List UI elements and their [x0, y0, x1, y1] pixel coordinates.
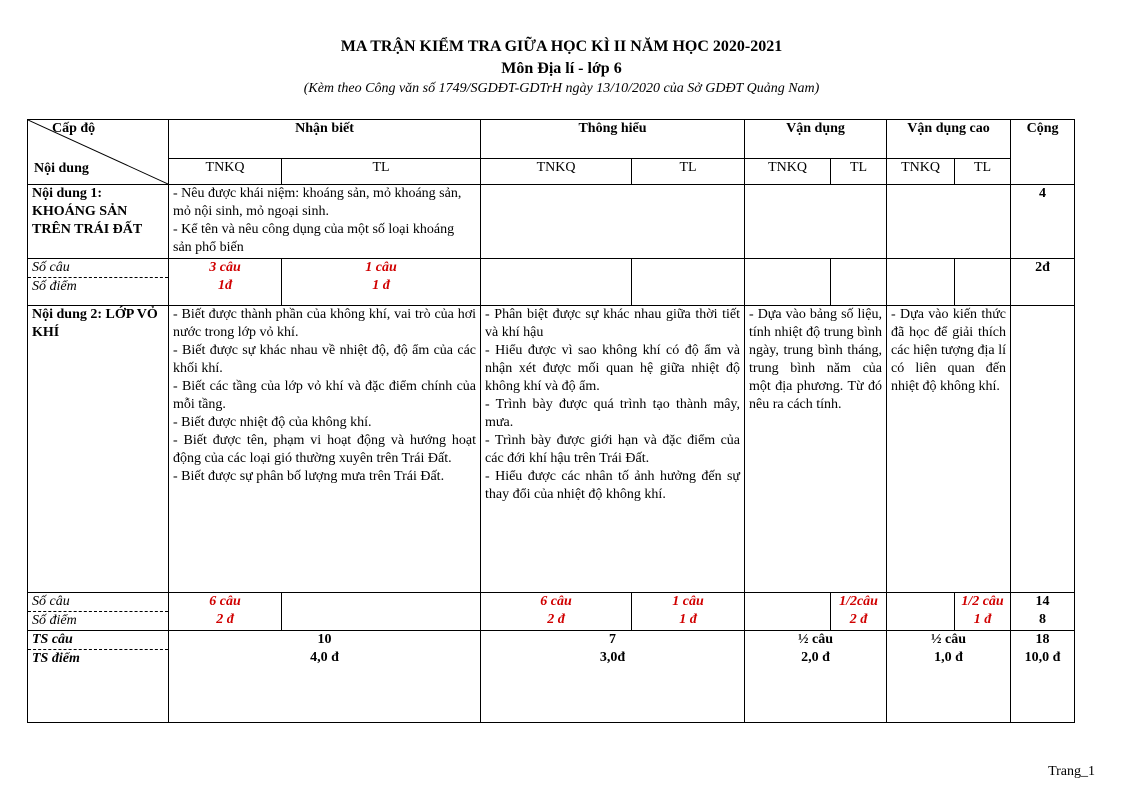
th-tnkq-cau: 6 câu [540, 594, 572, 609]
content2-total-diem: 8 [1039, 612, 1047, 627]
nb-tl-diem: 1 đ [372, 278, 390, 293]
total-header: Cộng [1011, 120, 1075, 185]
ts-all-cau: 18 [1035, 632, 1050, 647]
content1-th-tnkq [481, 259, 632, 306]
ts-nb-cau: 10 [317, 632, 332, 647]
sub-tnkq: TNKQ [887, 159, 955, 185]
nb-tnkq-diem: 2 đ [216, 612, 234, 627]
nb-tl-cau: 1 câu [365, 260, 397, 275]
content1-vd-tnkq [745, 259, 831, 306]
vd-tl-cau: 1/2câu [839, 594, 878, 609]
page-number: Trang_1 [1048, 764, 1095, 779]
content2-th-line: - Trình bày được quá trình tạo thành mây, mưa. [485, 397, 741, 430]
label-ts-cau: TS câu [28, 631, 168, 650]
totals-van-dung [745, 631, 887, 723]
content2-name: Nội dung 2: LỚP VỎ KHÍ [28, 306, 169, 593]
content1-nb-tnkq [169, 259, 282, 306]
content1-total-diem: 2đ [1011, 259, 1075, 306]
content2-vd-tnkq [745, 593, 831, 631]
corner-cell [28, 120, 169, 185]
content2-th-line: - Trình bày được giới hạn và đặc điểm của các đới khí hậu trên Trái Đất. [485, 433, 741, 466]
content2-th-line: - Hiểu được các nhân tố ảnh hưởng đến sự thay đổi của nhiệt độ không khí. [485, 469, 741, 502]
content2-total-empty [1011, 306, 1075, 593]
content1-nb-line: - Nêu được khái niệm: khoáng sản, mỏ khoáng sản, mỏ nội sinh, mỏ ngoại sinh. [173, 186, 462, 219]
ts-vdc-diem: 1,0 đ [934, 650, 963, 665]
content1-name: Nội dung 1: KHOÁNG SẢN TRÊN TRÁI ĐẤT [28, 185, 169, 259]
th-tnkq-diem: 2 đ [547, 612, 565, 627]
ts-vdc-cau: ½ câu [931, 632, 967, 647]
document-subtitle: Môn Địa lí - lớp 6 [501, 60, 622, 77]
content1-score-labels [28, 259, 169, 306]
content1-thong-hieu [481, 185, 745, 259]
ts-vd-diem: 2,0 đ [801, 650, 830, 665]
content1-vdc-tnkq [887, 259, 955, 306]
content1-van-dung [745, 185, 887, 259]
content2-vdc-tnkq [887, 593, 955, 631]
matrix-table [27, 119, 1075, 723]
label-ts-diem: TS điểm [32, 651, 80, 666]
content2-th-line: - Hiểu được vì sao không khí có độ ẩm và nhận xét được mối quan hệ giữa nhiệt độ không khí và độ ẩm. [485, 343, 741, 394]
nb-tnkq-diem: 1đ [218, 278, 232, 293]
content1-nhan-biet [169, 185, 481, 259]
content1-vd-tl [831, 259, 887, 306]
content2-van-dung: - Dựa vào bảng số liệu, tính nhiệt độ trung bình ngày, trung bình tháng, trung bình năm của một địa phương. Từ đó nêu ra cách tính. [745, 306, 887, 593]
th-tl-cau: 1 câu [672, 594, 704, 609]
content1-nb-line: - Kể tên và nêu công dụng của một số loại khoáng sản phổ biến [173, 222, 455, 255]
sub-tnkq: TNKQ [169, 159, 282, 185]
level-van-dung: Vận dụng [745, 120, 887, 159]
content2-nb-line: - Biết được sự khác nhau về nhiệt độ, độ ẩm của các khối khí. [173, 343, 477, 376]
content1-nb-tl [282, 259, 481, 306]
corner-bottom-label: Nội dung [34, 161, 89, 176]
sub-tl: TL [282, 159, 481, 185]
content2-nb-line: - Biết được nhiệt độ của không khí. [173, 415, 372, 430]
sub-tnkq: TNKQ [745, 159, 831, 185]
totals-labels [28, 631, 169, 723]
content2-total [1011, 593, 1075, 631]
level-van-dung-cao: Vận dụng cao [887, 120, 1011, 159]
content2-nb-line: - Biết được thành phần của không khí, vai trò của hơi nước trong lớp vỏ khí. [173, 307, 477, 340]
content1-van-dung-cao [887, 185, 1011, 259]
level-nhan-biet: Nhận biết [169, 120, 481, 159]
content2-nb-tnkq [169, 593, 282, 631]
ts-th-cau: 7 [609, 632, 617, 647]
content2-nhan-biet [169, 306, 481, 593]
content1-th-tl [632, 259, 745, 306]
vd-tl-diem: 2 đ [849, 612, 868, 627]
label-so-cau: Số câu [28, 593, 168, 612]
label-so-diem: Số điểm [32, 279, 77, 294]
sub-tl: TL [632, 159, 745, 185]
label-so-cau: Số câu [28, 259, 168, 278]
sub-tl: TL [831, 159, 887, 185]
vdc-tl-diem: 1 đ [973, 612, 992, 627]
totals-nhan-biet [169, 631, 481, 723]
ts-vd-cau: ½ câu [798, 632, 834, 647]
level-thong-hieu: Thông hiểu [481, 120, 745, 159]
document-title: MA TRẬN KIỂM TRA GIỮA HỌC KÌ II NĂM HỌC 2020-2021 [340, 38, 783, 55]
content1-total-cau: 4 [1011, 185, 1075, 259]
ts-th-diem: 3,0đ [599, 650, 626, 665]
th-tl-diem: 1 đ [679, 612, 697, 627]
document-note: (Kèm theo Công văn số 1749/SGDĐT-GDTrH ngày 13/10/2020 của Sở GDĐT Quảng Nam) [303, 81, 820, 96]
content2-nb-line: - Biết được sự phân bố lượng mưa trên Trái Đất. [173, 469, 445, 484]
content2-th-tl [632, 593, 745, 631]
content2-total-cau: 14 [1035, 594, 1050, 609]
content2-th-tnkq [481, 593, 632, 631]
nb-tnkq-cau: 6 câu [209, 594, 241, 609]
content2-vd-tl [831, 593, 887, 631]
totals-thong-hieu [481, 631, 745, 723]
content2-nb-line: - Biết được tên, phạm vi hoạt động và hướng hoạt động của các loại gió thường xuyên trên Trái Đất. [173, 433, 477, 466]
totals-van-dung-cao [887, 631, 1011, 723]
vdc-tl-cau: 1/2 câu [961, 594, 1004, 609]
content2-nb-tl [282, 593, 481, 631]
content1-vdc-tl [955, 259, 1011, 306]
content2-th-line: - Phân biệt được sự khác nhau giữa thời tiết và khí hậu [485, 307, 741, 340]
content2-nb-line: - Biết các tầng của lớp vỏ khí và đặc điểm chính của mỗi tầng. [173, 379, 477, 412]
nb-tnkq-cau: 3 câu [209, 260, 241, 275]
sub-tl: TL [955, 159, 1011, 185]
content2-thong-hieu [481, 306, 745, 593]
content2-score-labels [28, 593, 169, 631]
label-so-diem: Số điểm [32, 613, 77, 628]
ts-nb-diem: 4,0 đ [310, 650, 339, 665]
totals-all [1011, 631, 1075, 723]
sub-tnkq: TNKQ [481, 159, 632, 185]
content2-vdc-tl [955, 593, 1011, 631]
corner-top-label: Cấp độ [52, 121, 96, 136]
ts-all-diem: 10,0 đ [1024, 650, 1061, 665]
content2-van-dung-cao: - Dựa vào kiến thức đã học để giải thích các hiện tượng địa lí có liên quan đến nhiệt độ không khí. [887, 306, 1011, 593]
